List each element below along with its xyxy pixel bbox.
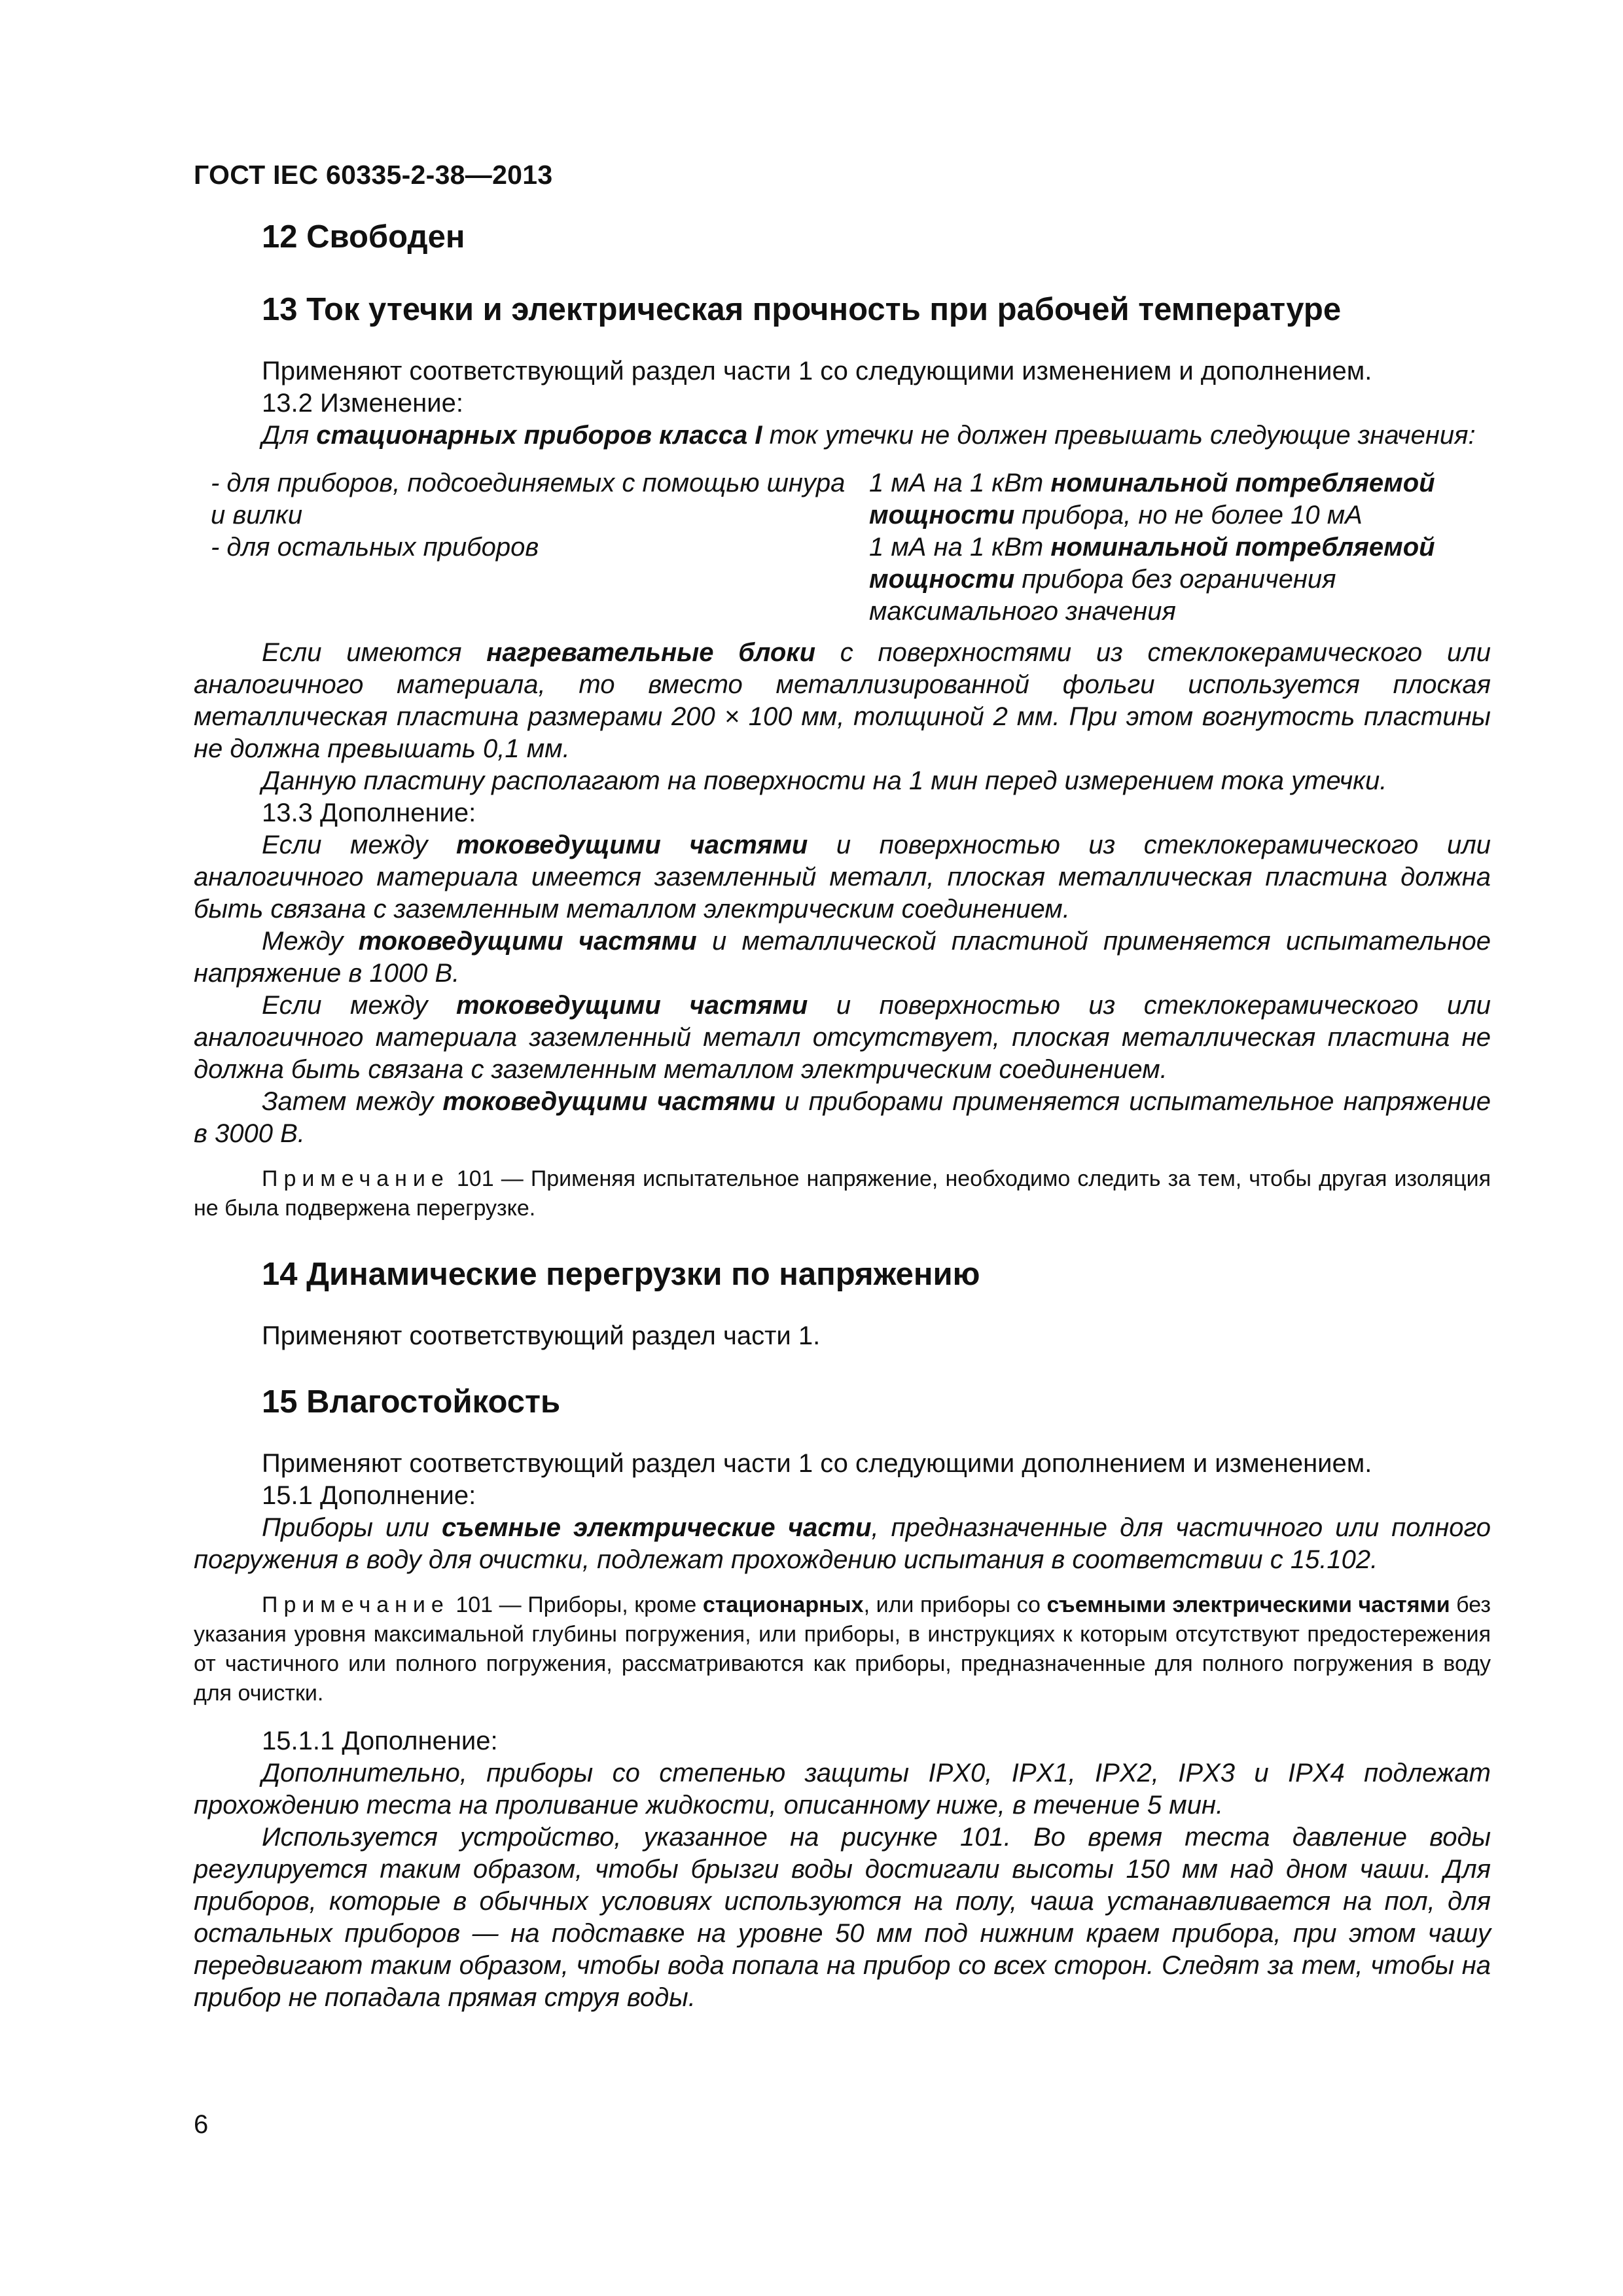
text-run: 101 — Применяя испытательное напряжение, необходимо следить за тем, чтобы другая изоляция не была подвержена перегрузке. (194, 1166, 1491, 1221)
defined-term: номинальной потребляемой мощности (869, 533, 1435, 594)
page-content (194, 216, 1491, 2014)
section-12-title: 12 Свободен (262, 219, 465, 255)
paragraph-test-voltage-1000 (194, 925, 1491, 990)
subsection-15-1-heading: 15.1 Дополнение: (262, 1481, 476, 1510)
section-13-title: 13 Ток утечки и электрическая прочность при рабочей температуре (262, 292, 1342, 327)
text-run: , предназначенные для частичного или полного погружения в воду для очистки, подлежат прохождению испытания в соответствии с 15.102. (194, 1513, 1491, 1574)
subsection-15-1-1-heading: 15.1.1 Дополнение: (262, 1727, 498, 1755)
defined-term: токоведущими частями (358, 927, 697, 956)
text-run: Между (262, 927, 359, 956)
text-run: 101 — Приборы, кроме (449, 1592, 703, 1617)
text-run: Если между (262, 991, 456, 1020)
defined-term: съемные электрические части (442, 1513, 872, 1542)
text-run: и приборами применяется испытательное напряжение в 3000 В. (194, 1087, 1491, 1148)
table-cell-limit (866, 531, 1491, 628)
paragraph-heating-units (194, 637, 1491, 765)
table-cell-appliance-type: - для остальных приборов (211, 533, 539, 562)
note-label: Примечание (262, 1592, 450, 1617)
section-13-2-paragraph (194, 420, 1491, 452)
defined-term: нагревательные блоки (486, 638, 816, 667)
defined-term: стационарных (702, 1592, 864, 1617)
defined-term: токоведущими частями (455, 831, 808, 859)
text-run: Если между (262, 831, 456, 859)
text-run: Приборы или (262, 1513, 442, 1542)
text-run: 1 мА на 1 кВт (869, 469, 1051, 497)
note-label: Примечание (262, 1166, 450, 1191)
text-run: и поверхностью из стеклокерамического или аналогичного материала заземленный металл отсутствует, плоская металлическая пластина не должна быть связана с заземленным металлом электрическим соединением. (194, 991, 1491, 1084)
text-run: 1 мА на 1 кВт (869, 533, 1051, 562)
defined-term: съемными электрическими частями (1046, 1592, 1450, 1617)
text-run: Если имеются (262, 638, 487, 667)
section-14-title: 14 Динамические перегрузки по напряжению (262, 1257, 980, 1292)
table-row (211, 467, 1491, 531)
section-15-intro: Применяют соответствующий раздел части 1 со следующими дополнением и изменением. (262, 1449, 1372, 1478)
text-run: , или приборы со (863, 1592, 1047, 1617)
subsection-13-2-heading: 13.2 Изменение: (262, 389, 463, 418)
text-run: с поверхностями из стеклокерамического или аналогичного материала, то вместо металлизированной фольги используется плоская металлическая пластина размерами 200 × 100 мм, толщиной 2 мм. При этом вогнутость пластины не должна превышать 0,1 мм. (194, 638, 1491, 763)
section-15-title: 15 Влагостойкость (262, 1384, 561, 1420)
note-101-section-13 (194, 1164, 1491, 1223)
text-run: и поверхностью из стеклокерамического или аналогичного материала имеется заземленный металл, плоская металлическая пластина должна быть связана с заземленным металлом электрическим соединением. (194, 831, 1491, 924)
text-run: прибора, но не более 10 мА (1014, 501, 1363, 529)
defined-term: токоведущими частями (455, 991, 808, 1020)
defined-term: токоведущими частями (442, 1087, 776, 1116)
document-id: ГОСТ IEC 60335-2-38—2013 (194, 160, 553, 190)
paragraph-spill-apparatus: Используется устройство, указанное на рисунке 101. Во время теста давление воды регулируется таким образом, чтобы брызги воды достигали высоты 150 мм над дном чаши. Для приборов, которые в обычных условиях используются на полу, чаша устанавливается на пол, для остальных приборов — на подставке на уровне 50 мм под нижним краем прибора, при этом чашу передвигают таким образом, чтобы вода попала на прибор со всех сторон. Следят за тем, чтобы на прибор не попадала прямая струя воды. (194, 1823, 1491, 2012)
text-run: без указания уровня максимальной глубины погружения, или приборы, в инструкциях к которым отсутствуют предостережения от частичного или полного погружения, рассматриваются как приборы, предназначенные для полного погружения в воду для очистки. (194, 1592, 1491, 1706)
paragraph-test-voltage-3000 (194, 1086, 1491, 1150)
paragraph-no-earthed-metal (194, 990, 1491, 1086)
table-cell-appliance-type: - для приборов, подсоединяемых с помощью шнура и вилки (211, 469, 846, 529)
note-101-section-15 (194, 1590, 1491, 1708)
text-run: Для (262, 421, 317, 450)
defined-term: стационарных приборов класса I (316, 421, 762, 450)
paragraph-spill-test: Дополнительно, приборы со степенью защиты IPX0, IPX1, IPX2, IPX3 и IPX4 подлежат прохождению теста на проливание жидкости, описанному ниже, в течение 5 мин. (194, 1759, 1491, 1820)
paragraph-immersion (194, 1512, 1491, 1576)
text-run: ток утечки не должен превышать следующие значения: (762, 421, 1476, 450)
paragraph-plate-placement: Данную пластину располагают на поверхности на 1 мин перед измерением тока утечки. (262, 766, 1387, 795)
section-14-text: Применяют соответствующий раздел части 1. (262, 1321, 821, 1350)
section-13-intro: Применяют соответствующий раздел части 1 со следующими изменением и дополнением. (262, 357, 1372, 386)
table-row (211, 531, 1491, 628)
page-number: 6 (194, 2110, 209, 2139)
table-cell-limit (866, 467, 1491, 531)
leakage-limits-table (211, 467, 1491, 628)
text-run: прибора без ограничения максимального значения (869, 565, 1336, 626)
subsection-13-3-heading: 13.3 Дополнение: (262, 798, 476, 827)
text-run: и металлической пластиной применяется испытательное напряжение в 1000 В. (194, 927, 1491, 988)
text-run: Затем между (262, 1087, 443, 1116)
defined-term: номинальной потребляемой мощности (869, 469, 1435, 529)
paragraph-earthed-metal (194, 829, 1491, 925)
